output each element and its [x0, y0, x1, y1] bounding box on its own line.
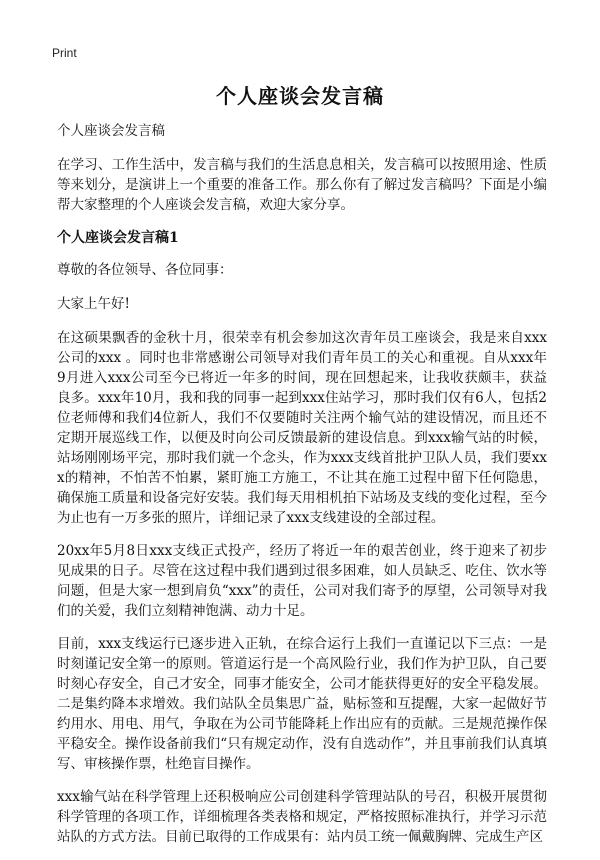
body-paragraph: 20xx年5月8日xxx支线正式投产，经历了将近一年的艰苦创业，终于迎来了初步见成果的日子。尽管在这过程中我们遇到过很多困难，如人员缺乏、吃住、饮水等问题，但是大家一想到肩负“xxx”的责任，公司对我们寄予的厚望，公司领导对我们的关爱，我们立刻精神饱满、动力十足。 — [57, 543, 547, 619]
document-body — [57, 121, 547, 860]
body-paragraph: xxx输气站在科学管理上还积极响应公司创建科学管理站队的号召，积极开展贯彻科学管理的各项工作，详细梳理各类表格和规定，严格按照标准执行，并学习示范站队的方式方法。目前已取得的工作成果有：站内员工统一佩戴胸牌、完成生产区 — [57, 789, 547, 845]
body-paragraph: 目前，xxx支线运行已逐步进入正轨，在综合运行上我们一直谨记以下三点：一是时刻谨记安全第一的原则。管道运行是一个高风险行业，我们作为护卫队，自己要时刻心存安全，自己才安全，同事才能安全，公司才能获得更好的安全平稳发展。二是集约降本求增效。我们站队全员集思广益，贴标签和互提醒，大家一起做好节约用水、用电、用气，争取在为公司节能降耗上作出应有的贡献。三是规范操作保平稳安全。操作设备前我们“只有规定动作，没有自选动作”，并且事前我们认真填写、审核操作票，杜绝盲目操作。 — [57, 636, 547, 772]
greeting: 大家上午好! — [57, 296, 130, 312]
document-title: 个人座谈会发言稿 — [216, 84, 384, 108]
salutation: 尊敬的各位领导、各位同事： — [57, 262, 233, 278]
section-heading: 个人座谈会发言稿1 — [57, 230, 179, 246]
document-subtitle: 个人座谈会发言稿 — [57, 123, 165, 139]
intro-paragraph: 在学习、工作生活中，发言稿与我们的生活息息相关，发言稿可以按照用途、性质等来划分，是演讲上一个重要的准备工作。那么你有了解过发言稿吗？下面是小编帮大家整理的个人座谈会发言稿，欢迎大家分享。 — [57, 157, 547, 213]
print-link[interactable]: Print — [52, 46, 77, 60]
body-paragraph: 在这硕果飘香的金秋十月，很荣幸有机会参加这次青年员工座谈会，我是来自xxx公司的xxx 。同时也非常感谢公司领导对我们青年员工的关心和重视。自从xxx年9月进入xxx公司至今已将近一年多的时间，现在回想起来，让我收获颇丰，获益良多。xxx年10月，我和我的同事一起到xxx住站学习，那时我们仅有6人，包括2位老师傅和我们4位新人，我们不仅要随时关注两个输气站的建设情况，而且还不定期开展巡线工作，以便及时向公司反馈最新的建设信息。到xxx输气站的时候，站场刚刚场平完，那时我们就一个念头，作为xxx支线首批护卫队人员，我们要xxx的精神，不怕苦不怕累，紧盯施工方施工，不让其在施工过程中留下任何隐患，确保施工质量和设备完好安装。我们每天用相机拍下站场及支线的变化过程，至今为止也有一万多张的照片，详细记录了xxx支线建设的全部过程。 — [57, 330, 547, 526]
